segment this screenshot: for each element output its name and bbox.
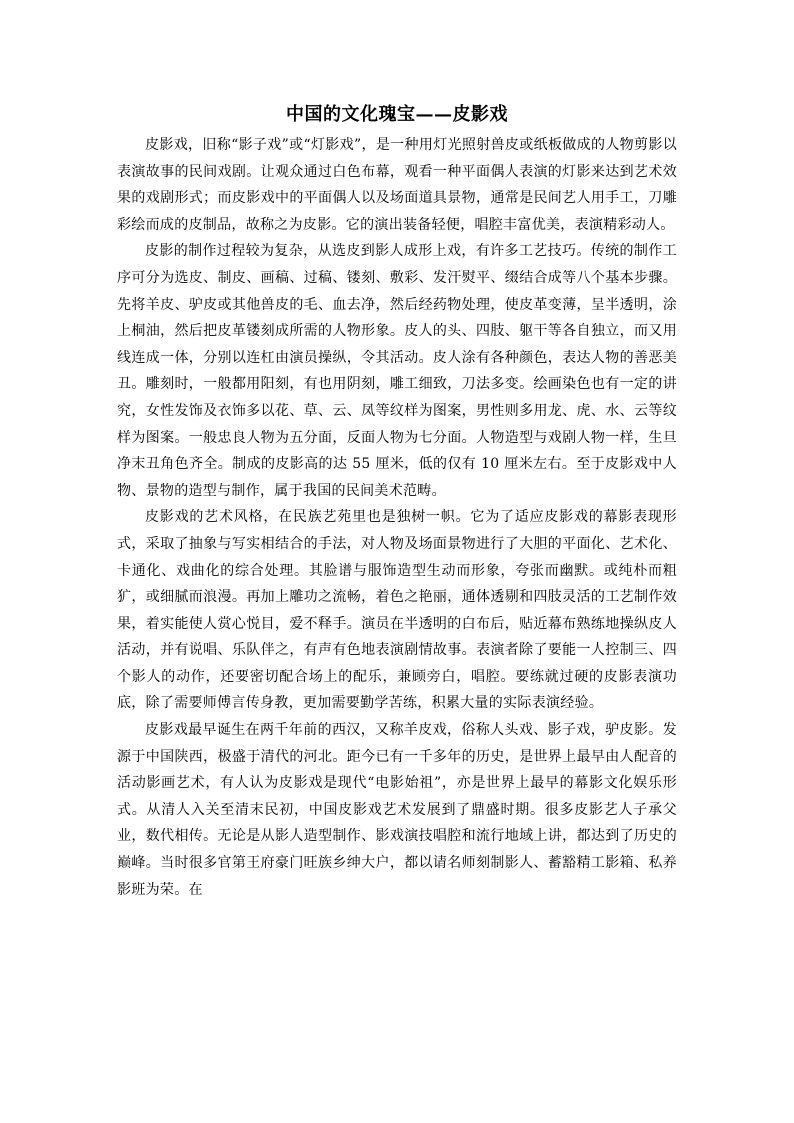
paragraph-history: 皮影戏最早诞生在两千年前的西汉，又称羊皮戏，俗称人头戏、影子戏，驴皮影。发源于中国陕西，极盛于清代的河北。距今已有一千多年的历史，是世界上最早由人配音的 活动影画艺术，有人认为皮影戏是现代“电影始祖”，亦是世界上最早的幕影文化娱乐形式。从清人入关至清末民初，中国皮影戏艺术发展到了鼎盛时期。很多皮影艺人子承父业，数代相传。无论是从影人造型制作、影戏演技唱腔和流行地域上讲，都达到了历史的巅峰。当时很多官第王府豪门旺族乡绅大户，都以请名师刻制影人、蓄豁精工影箱、私养影班为荣。在 [117,722,677,898]
paragraph-production: 皮影的制作过程较为复杂，从选皮到影人成形上戏，有许多工艺技巧。传统的制作工序可分为选皮、制皮、画稿、过稿、镂刻、敷彩、发汗熨平、缀结合成等八个基本步骤。先将羊皮、驴皮或其他兽皮的毛、血去净，然后经药物处理，使皮革变薄，呈半透明，涂上桐油，然后把皮革镂刻成所需的人物形象。皮人的头、四肢、躯干等各自独立，而又用线连成一体，分别以连杠由演员操纵，令其活动。皮人涂有各种颜色，表达人物的善恶美丑。雕刻时，一般都用阳刻，有也用阴刻，雕工细致，刀法多变。绘画染色也有一定的讲究，女性发饰及衣饰多以花、草、云、凤等纹样为图案，男性则多用龙、虎、水、云等纹样为图案。一般忠良人物为五分面，反面人物为七分面。人物造型与戏剧人物一样，生旦净末丑角色齐全。制成的皮影高的达 55 厘米，低的仅有 10 厘米左右。至于皮影戏中人物、景物的造型与制作，属于我国的民间美术范畴。 [117,243,677,499]
paragraph-art-style: 皮影戏的艺术风格，在民族艺苑里也是独树一帜。它为了适应皮影戏的幕影表现形式，采取了抽象与写实相结合的手法，对人物及场面景物进行了大胆的平面化、艺术化、卡通化、戏曲化的综合处理。其脸谱与服饰造型生动而形象，夸张而幽默。或纯朴而粗犷，或细腻而浪漫。再加上雕功之流畅，着色之艳丽，通体透剔和四肢灵活的工艺制作效果，着实能使人赏心悦目，爱不释手。演员在半透明的白布后，贴近幕布熟练地操纵皮人活动，并有说唱、乐队伴之，有声有色地表演剧情故事。表演者除了要能一人控制三、四个影人的动作，还要密切配合场上的配乐，兼顾旁白，唱腔。要练就过硬的皮影表演功底，除了需要师傅言传身教，更加需要勤学苦练，积累大量的实际表演经验。 [117,509,677,712]
document-page [117,102,677,903]
paragraph-intro: 皮影戏，旧称“影子戏”或“灯影戏”，是一种用灯光照射兽皮或纸板做成的人物剪影以表演故事的民间戏剧。让观众通过白色布幕，观看一种平面偶人表演的灯影来达到艺术效果的戏剧形式；而皮影戏中的平面偶人以及场面道具景物，通常是民间艺人用手工，刀雕彩绘而成的皮制品，故称之为皮影。它的演出装备轻便，唱腔丰富优美，表演精彩动人。 [117,137,677,233]
document-title: 中国的文化瑰宝——皮影戏 [286,104,508,125]
